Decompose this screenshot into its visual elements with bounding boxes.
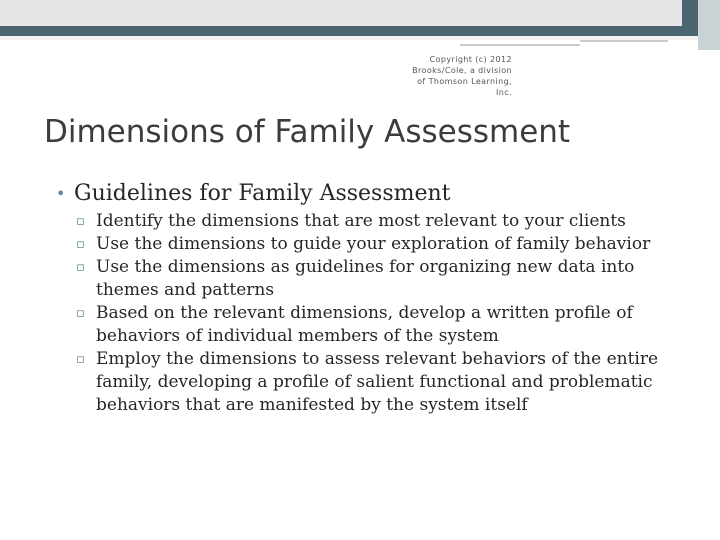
decorative-line [580,40,668,42]
sub-bullet-text: Use the dimensions as guidelines for organizing new data into themes and patterns [96,257,635,300]
sub-bullet [56,256,676,302]
sub-bullet-text: Use the dimensions to guide your exploration of family behavior [96,234,651,254]
decorative-line [460,44,580,46]
sub-bullet [56,302,676,348]
square-bullet-icon: ▫ [76,306,85,321]
square-bullet-icon: ▫ [76,237,85,252]
top-banner-stripe [0,26,720,36]
slide-title: Dimensions of Family Assessment [44,114,571,150]
bullet-main-text: Guidelines for Family Assessment [74,181,451,206]
square-bullet-icon: ▫ [76,214,85,229]
sub-bullet [56,348,676,417]
sub-bullet [56,233,676,256]
sub-bullet-text: Based on the relevant dimensions, develop a written profile of behaviors of individual members of the system [96,303,633,346]
corner-accent-light [698,0,720,50]
sub-bullet [56,210,676,233]
bullet-main [56,180,676,208]
square-bullet-icon: ▫ [76,352,85,367]
top-banner [0,0,720,26]
copyright-notice: Copyright (c) 2012 Brooks/Cole, a division of Thomson Learning, Inc. [412,55,512,97]
sub-bullet-text: Employ the dimensions to assess relevant behaviors of the entire family, developing a profile of salient functional and problematic behaviors that are manifested by the system itself [96,349,659,415]
slide-body [56,180,676,417]
sub-bullet-list [56,210,676,417]
sub-bullet-text: Identify the dimensions that are most relevant to your clients [96,211,626,231]
square-bullet-icon: ▫ [76,260,85,275]
bullet-dot-icon: • [56,184,66,203]
